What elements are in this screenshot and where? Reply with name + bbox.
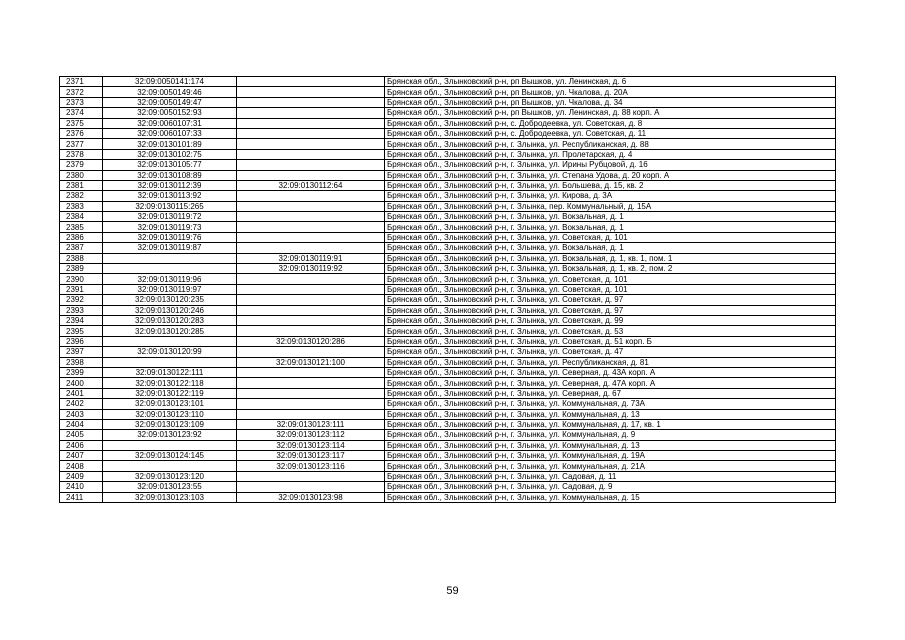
table-row	[60, 139, 836, 149]
address-cell: Брянская обл., Злынковский р-н, рп Вышков, ул. Чкалова, д. 20А	[385, 87, 836, 97]
table-row	[60, 274, 836, 284]
address-cell: Брянская обл., Злынковский р-н, рп Вышков, ул. Ленинская, д. 6	[385, 77, 836, 87]
cadastral-number-cell: 32:09:0050152:93	[103, 108, 237, 118]
table-row	[60, 243, 836, 253]
cadastral-number-cell: 32:09:0130120:285	[103, 326, 237, 336]
row-number-cell: 2377	[60, 139, 103, 149]
cadastral-number-cell	[103, 264, 237, 274]
row-number-cell: 2387	[60, 243, 103, 253]
cadastral-number-cell: 32:09:0130102:75	[103, 149, 237, 159]
address-cell: Брянская обл., Злынковский р-н, г. Злынка, ул. Пролетарская, д. 4	[385, 149, 836, 159]
cadastral-number-cell: 32:09:0130122:118	[103, 378, 237, 388]
table-row	[60, 305, 836, 315]
linked-cadastral-number-cell	[237, 139, 385, 149]
row-number-cell: 2404	[60, 419, 103, 429]
row-number-cell: 2383	[60, 201, 103, 211]
address-cell: Брянская обл., Злынковский р-н, г. Злынка, ул. Советская, д. 51 корп. Б	[385, 336, 836, 346]
cadastral-number-cell: 32:09:0060107:31	[103, 118, 237, 128]
row-number-cell: 2397	[60, 347, 103, 357]
linked-cadastral-number-cell	[237, 326, 385, 336]
cadastral-number-cell: 32:09:0130119:96	[103, 274, 237, 284]
linked-cadastral-number-cell: 32:09:0130123:112	[237, 430, 385, 440]
row-number-cell: 2374	[60, 108, 103, 118]
table-row	[60, 128, 836, 138]
cadastral-number-cell: 32:09:0050149:47	[103, 97, 237, 107]
address-cell: Брянская обл., Злынковский р-н, г. Злынка, ул. Коммунальная, д. 17, кв. 1	[385, 419, 836, 429]
address-cell: Брянская обл., Злынковский р-н, г. Злынка, ул. Степана Удова, д. 20 корп. А	[385, 170, 836, 180]
table-row	[60, 212, 836, 222]
address-cell: Брянская обл., Злынковский р-н, г. Злынка, ул. Советская, д. 97	[385, 295, 836, 305]
linked-cadastral-number-cell	[237, 409, 385, 419]
table-row	[60, 388, 836, 398]
row-number-cell: 2401	[60, 388, 103, 398]
cadastral-number-cell: 32:09:0130123:120	[103, 471, 237, 481]
linked-cadastral-number-cell	[237, 222, 385, 232]
linked-cadastral-number-cell	[237, 149, 385, 159]
table-row	[60, 451, 836, 461]
linked-cadastral-number-cell: 32:09:0130119:92	[237, 264, 385, 274]
linked-cadastral-number-cell: 32:09:0130119:91	[237, 253, 385, 263]
row-number-cell: 2406	[60, 440, 103, 450]
table-row	[60, 409, 836, 419]
linked-cadastral-number-cell	[237, 232, 385, 242]
linked-cadastral-number-cell	[237, 108, 385, 118]
table-row	[60, 399, 836, 409]
cadastral-number-cell: 32:09:0130120:246	[103, 305, 237, 315]
table-row	[60, 471, 836, 481]
cadastral-number-cell: 32:09:0130124:145	[103, 451, 237, 461]
row-number-cell: 2394	[60, 315, 103, 325]
row-number-cell: 2386	[60, 232, 103, 242]
address-cell: Брянская обл., Злынковский р-н, г. Злынка, ул. Большева, д. 15, кв. 2	[385, 180, 836, 190]
row-number-cell: 2385	[60, 222, 103, 232]
linked-cadastral-number-cell	[237, 378, 385, 388]
address-cell: Брянская обл., Злынковский р-н, г. Злынка, ул. Советская, д. 101	[385, 274, 836, 284]
linked-cadastral-number-cell	[237, 471, 385, 481]
page-number: 59	[446, 585, 459, 597]
table-row	[60, 284, 836, 294]
linked-cadastral-number-cell: 32:09:0130123:111	[237, 419, 385, 429]
cadastral-number-cell	[103, 336, 237, 346]
cadastral-number-cell: 32:09:0130101:89	[103, 139, 237, 149]
cadastral-number-cell: 32:09:0130123:101	[103, 399, 237, 409]
cadastral-number-cell: 32:09:0130122:111	[103, 367, 237, 377]
row-number-cell: 2392	[60, 295, 103, 305]
register-table	[59, 76, 836, 503]
cadastral-number-cell	[103, 440, 237, 450]
address-cell: Брянская обл., Злынковский р-н, г. Злынка, ул. Советская, д. 101	[385, 284, 836, 294]
address-cell: Брянская обл., Злынковский р-н, г. Злынка, ул. Советская, д. 47	[385, 347, 836, 357]
row-number-cell: 2396	[60, 336, 103, 346]
table-row	[60, 160, 836, 170]
cadastral-number-cell: 32:09:0130123:92	[103, 430, 237, 440]
table-row	[60, 77, 836, 87]
linked-cadastral-number-cell	[237, 243, 385, 253]
linked-cadastral-number-cell	[237, 274, 385, 284]
address-cell: Брянская обл., Злынковский р-н, г. Злынка, ул. Вокзальная, д. 1	[385, 222, 836, 232]
table-row	[60, 357, 836, 367]
row-number-cell: 2398	[60, 357, 103, 367]
cadastral-number-cell: 32:09:0130119:97	[103, 284, 237, 294]
address-cell: Брянская обл., Злынковский р-н, г. Злынка, ул. Вокзальная, д. 1	[385, 212, 836, 222]
cadastral-number-cell: 32:09:0130108:89	[103, 170, 237, 180]
address-cell: Брянская обл., Злынковский р-н, г. Злынка, ул. Северная, д. 47А корп. А	[385, 378, 836, 388]
row-number-cell: 2390	[60, 274, 103, 284]
table-row	[60, 170, 836, 180]
cadastral-number-cell: 32:09:0050149:46	[103, 87, 237, 97]
address-cell: Брянская обл., Злынковский р-н, г. Злынка, ул. Вокзальная, д. 1, кв. 2, пом. 2	[385, 264, 836, 274]
address-cell: Брянская обл., Злынковский р-н, г. Злынка, ул. Советская, д. 101	[385, 232, 836, 242]
address-cell: Брянская обл., Злынковский р-н, г. Злынка, ул. Коммунальная, д. 9	[385, 430, 836, 440]
address-cell: Брянская обл., Злынковский р-н, с. Добродеевка, ул. Советская, д. 8	[385, 118, 836, 128]
linked-cadastral-number-cell: 32:09:0130120:286	[237, 336, 385, 346]
linked-cadastral-number-cell	[237, 482, 385, 492]
table-row	[60, 191, 836, 201]
address-cell: Брянская обл., Злынковский р-н, г. Злынка, ул. Республиканская, д. 88	[385, 139, 836, 149]
row-number-cell: 2372	[60, 87, 103, 97]
table-row	[60, 118, 836, 128]
row-number-cell: 2378	[60, 149, 103, 159]
cadastral-number-cell: 32:09:0130120:235	[103, 295, 237, 305]
cadastral-number-cell	[103, 461, 237, 471]
address-cell: Брянская обл., Злынковский р-н, рп Вышков, ул. Ленинская, д. 88 корп. А	[385, 108, 836, 118]
table-row	[60, 430, 836, 440]
linked-cadastral-number-cell: 32:09:0130123:117	[237, 451, 385, 461]
row-number-cell: 2399	[60, 367, 103, 377]
cadastral-number-cell: 32:09:0130123:109	[103, 419, 237, 429]
linked-cadastral-number-cell	[237, 212, 385, 222]
linked-cadastral-number-cell	[237, 295, 385, 305]
cadastral-number-cell: 32:09:0130115:265	[103, 201, 237, 211]
row-number-cell: 2403	[60, 409, 103, 419]
row-number-cell: 2408	[60, 461, 103, 471]
linked-cadastral-number-cell	[237, 305, 385, 315]
row-number-cell: 2400	[60, 378, 103, 388]
cadastral-number-cell: 32:09:0130119:72	[103, 212, 237, 222]
cadastral-number-cell: 32:09:0130123:103	[103, 492, 237, 502]
table-row	[60, 232, 836, 242]
table-row	[60, 97, 836, 107]
row-number-cell: 2373	[60, 97, 103, 107]
linked-cadastral-number-cell: 32:09:0130123:98	[237, 492, 385, 502]
table-row	[60, 180, 836, 190]
linked-cadastral-number-cell	[237, 118, 385, 128]
table-row	[60, 201, 836, 211]
cadastral-number-cell: 32:09:0130119:73	[103, 222, 237, 232]
address-cell: Брянская обл., Злынковский р-н, г. Злынка, ул. Республиканская, д. 81	[385, 357, 836, 367]
row-number-cell: 2388	[60, 253, 103, 263]
linked-cadastral-number-cell	[237, 160, 385, 170]
table-row	[60, 87, 836, 97]
cadastral-number-cell: 32:09:0130122:119	[103, 388, 237, 398]
linked-cadastral-number-cell: 32:09:0130112:64	[237, 180, 385, 190]
address-cell: Брянская обл., Злынковский р-н, г. Злынка, ул. Садовая, д. 9	[385, 482, 836, 492]
cadastral-number-cell: 32:09:0130123:55	[103, 482, 237, 492]
address-cell: Брянская обл., Злынковский р-н, г. Злынка, ул. Советская, д. 99	[385, 315, 836, 325]
cadastral-number-cell	[103, 357, 237, 367]
row-number-cell: 2371	[60, 77, 103, 87]
linked-cadastral-number-cell	[237, 170, 385, 180]
address-cell: Брянская обл., Злынковский р-н, г. Злынка, пер. Коммунальный, д. 15А	[385, 201, 836, 211]
row-number-cell: 2411	[60, 492, 103, 502]
row-number-cell: 2379	[60, 160, 103, 170]
address-cell: Брянская обл., Злынковский р-н, г. Злынка, ул. Коммунальная, д. 15	[385, 492, 836, 502]
table-row	[60, 108, 836, 118]
row-number-cell: 2381	[60, 180, 103, 190]
linked-cadastral-number-cell: 32:09:0130121:100	[237, 357, 385, 367]
address-cell: Брянская обл., Злынковский р-н, г. Злынка, ул. Коммунальная, д. 19А	[385, 451, 836, 461]
row-number-cell: 2382	[60, 191, 103, 201]
table-row	[60, 295, 836, 305]
address-cell: Брянская обл., Злынковский р-н, г. Злынка, ул. Советская, д. 97	[385, 305, 836, 315]
linked-cadastral-number-cell: 32:09:0130123:114	[237, 440, 385, 450]
linked-cadastral-number-cell	[237, 284, 385, 294]
linked-cadastral-number-cell	[237, 87, 385, 97]
address-cell: Брянская обл., Злынковский р-н, г. Злынка, ул. Вокзальная, д. 1, кв. 1, пом. 1	[385, 253, 836, 263]
table-row	[60, 264, 836, 274]
row-number-cell: 2409	[60, 471, 103, 481]
table-row	[60, 336, 836, 346]
linked-cadastral-number-cell	[237, 388, 385, 398]
row-number-cell: 2405	[60, 430, 103, 440]
linked-cadastral-number-cell	[237, 367, 385, 377]
address-cell: Брянская обл., Злынковский р-н, г. Злынка, ул. Северная, д. 67	[385, 388, 836, 398]
address-cell: Брянская обл., Злынковский р-н, г. Злынка, ул. Коммунальная, д. 13	[385, 440, 836, 450]
address-cell: Брянская обл., Злынковский р-н, г. Злынка, ул. Коммунальная, д. 73А	[385, 399, 836, 409]
address-cell: Брянская обл., Злынковский р-н, г. Злынка, ул. Северная, д. 43А корп. А	[385, 367, 836, 377]
row-number-cell: 2391	[60, 284, 103, 294]
cadastral-number-cell: 32:09:0130119:76	[103, 232, 237, 242]
linked-cadastral-number-cell	[237, 399, 385, 409]
table-row	[60, 326, 836, 336]
linked-cadastral-number-cell	[237, 128, 385, 138]
linked-cadastral-number-cell	[237, 77, 385, 87]
row-number-cell: 2376	[60, 128, 103, 138]
row-number-cell: 2410	[60, 482, 103, 492]
address-cell: Брянская обл., Злынковский р-н, г. Злынка, ул. Садовая, д. 11	[385, 471, 836, 481]
table-row	[60, 315, 836, 325]
cadastral-number-cell	[103, 253, 237, 263]
table-row	[60, 492, 836, 502]
row-number-cell: 2402	[60, 399, 103, 409]
row-number-cell: 2380	[60, 170, 103, 180]
cadastral-number-cell: 32:09:0130105:77	[103, 160, 237, 170]
linked-cadastral-number-cell	[237, 201, 385, 211]
row-number-cell: 2407	[60, 451, 103, 461]
address-cell: Брянская обл., Злынковский р-н, с. Добродеевка, ул. Советская, д. 11	[385, 128, 836, 138]
linked-cadastral-number-cell	[237, 315, 385, 325]
table-row	[60, 440, 836, 450]
linked-cadastral-number-cell	[237, 191, 385, 201]
table-row	[60, 149, 836, 159]
address-cell: Брянская обл., Злынковский р-н, г. Злынка, ул. Коммунальная, д. 21А	[385, 461, 836, 471]
cadastral-number-cell: 32:09:0130120:99	[103, 347, 237, 357]
table-row	[60, 419, 836, 429]
address-cell: Брянская обл., Злынковский р-н, рп Вышков, ул. Чкалова, д. 34	[385, 97, 836, 107]
row-number-cell: 2389	[60, 264, 103, 274]
table-row	[60, 367, 836, 377]
table-row	[60, 461, 836, 471]
address-cell: Брянская обл., Злынковский р-н, г. Злынка, ул. Коммунальная, д. 13	[385, 409, 836, 419]
cadastral-number-cell: 32:09:0060107:33	[103, 128, 237, 138]
address-cell: Брянская обл., Злынковский р-н, г. Злынка, ул. Ирины Рубцовой, д. 16	[385, 160, 836, 170]
cadastral-number-cell: 32:09:0130113:92	[103, 191, 237, 201]
row-number-cell: 2393	[60, 305, 103, 315]
cadastral-number-cell: 32:09:0130112:39	[103, 180, 237, 190]
address-cell: Брянская обл., Злынковский р-н, г. Злынка, ул. Советская, д. 53	[385, 326, 836, 336]
row-number-cell: 2384	[60, 212, 103, 222]
table-row	[60, 222, 836, 232]
cadastral-number-cell: 32:09:0130123:110	[103, 409, 237, 419]
table-row	[60, 347, 836, 357]
cadastral-number-cell: 32:09:0050141:174	[103, 77, 237, 87]
linked-cadastral-number-cell: 32:09:0130123:116	[237, 461, 385, 471]
table-row	[60, 482, 836, 492]
linked-cadastral-number-cell	[237, 347, 385, 357]
cadastral-number-cell: 32:09:0130119:87	[103, 243, 237, 253]
row-number-cell: 2395	[60, 326, 103, 336]
table-row	[60, 378, 836, 388]
linked-cadastral-number-cell	[237, 97, 385, 107]
table-row	[60, 253, 836, 263]
cadastral-number-cell: 32:09:0130120:283	[103, 315, 237, 325]
row-number-cell: 2375	[60, 118, 103, 128]
register-table-body	[60, 77, 836, 503]
address-cell: Брянская обл., Злынковский р-н, г. Злынка, ул. Кирова, д. 3А	[385, 191, 836, 201]
address-cell: Брянская обл., Злынковский р-н, г. Злынка, ул. Вокзальная, д. 1	[385, 243, 836, 253]
